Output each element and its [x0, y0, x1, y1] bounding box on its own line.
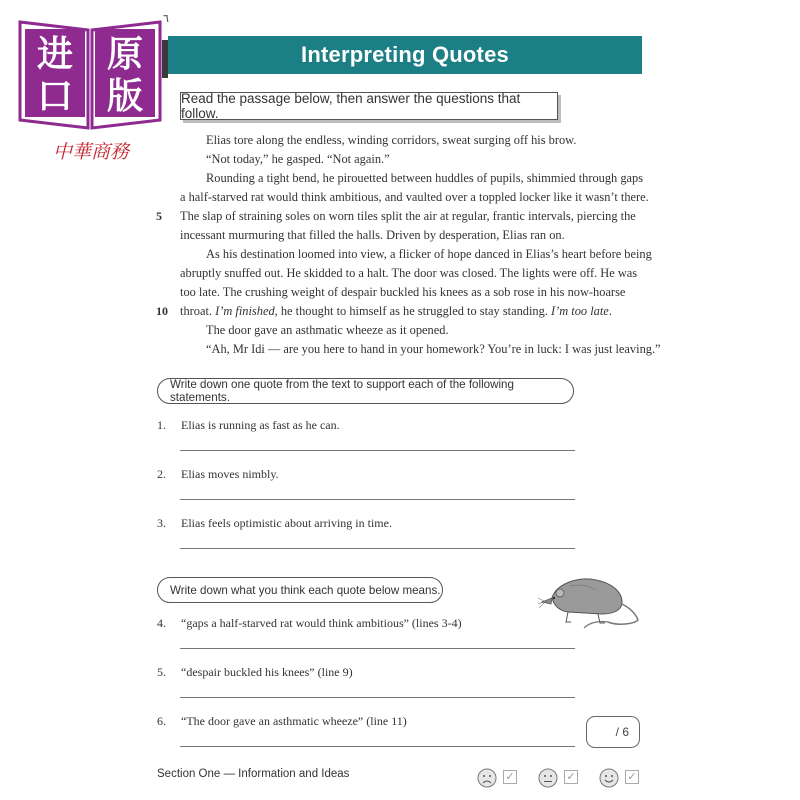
question-number: 2. [157, 467, 166, 481]
passage-line [156, 169, 646, 188]
passage-line [156, 245, 652, 264]
passage-line [156, 207, 646, 226]
question-text: “despair buckled his knees” (line 9) [181, 665, 353, 679]
passage-text: Rounding a tight bend, he pirouetted between huddles of pupils, shimmied through gaps [206, 171, 644, 185]
passage-text: “Not today,” he gasped. “Not again.” [206, 152, 390, 166]
passage-line [156, 264, 646, 283]
question-number: 5. [157, 665, 166, 679]
answer-line[interactable] [180, 648, 575, 649]
passage-text: As his destination loomed into view, a flicker of hope danced in Elias’s heart before being [206, 247, 652, 261]
passage [156, 131, 661, 359]
question-text: Elias feels optimistic about arriving in time. [181, 516, 392, 530]
question-text: “gaps a half-starved rat would think ambitious” (lines 3-4) [181, 616, 462, 630]
logo-char-3: 口 [36, 75, 74, 116]
passage-text: a half-starved rat would think ambitious, and vaulted over a toppled locker like it wasn’t there. [180, 190, 649, 204]
happy-face-icon [599, 768, 619, 788]
passage-text: he thought to himself as he struggled to stay standing. [277, 304, 551, 318]
assessment-checkbox-3[interactable]: ✓ [625, 770, 639, 784]
publisher-subtitle [46, 136, 136, 166]
sad-face-icon [477, 768, 497, 788]
passage-text: abruptly snuffed out. He skidded to a halt. The door was closed. The lights were off. He was [180, 266, 638, 280]
question-number: 1. [157, 418, 166, 432]
corner-mark: ٦ [163, 13, 169, 25]
assessment-checkbox-1[interactable]: ✓ [503, 770, 517, 784]
passage-instructions: Read the passage below, then answer the questions that follow. [180, 92, 558, 120]
svg-text:中華商務: 中華商務 [52, 141, 130, 163]
passage-line [156, 340, 661, 359]
answer-line[interactable] [180, 450, 575, 451]
logo-char-1: 进 [36, 33, 74, 74]
passage-text: incessant murmuring that filled the halls. Driven by desperation, Elias ran on. [180, 228, 565, 242]
section2-instruction: Write down what you think each quote below means. [157, 577, 443, 603]
line-number: 5 [156, 209, 162, 223]
passage-text: throat. [180, 304, 216, 318]
question-number: 3. [157, 516, 166, 530]
logo-char-4: 版 [106, 75, 144, 116]
passage-text: “Ah, Mr Idi — are you here to hand in your homework? You’re in luck: I was just leaving.” [206, 342, 661, 356]
publisher-logo [16, 16, 164, 134]
line-number: 10 [156, 304, 168, 318]
page-title: Interpreting Quotes [168, 36, 642, 74]
passage-line [156, 188, 649, 207]
italic-thought: I’m finished, [215, 304, 278, 318]
score-box: / 6 [586, 716, 640, 748]
passage-text: too late. The crushing weight of despair buckled his knees as a sob rose in his now-hoarse [180, 285, 626, 299]
question-text: Elias moves nimbly. [181, 467, 279, 481]
section-footer: Section One — Information and Ideas [157, 768, 350, 780]
logo-char-2: 原 [106, 33, 144, 74]
passage-line [156, 283, 646, 302]
rat-illustration [538, 568, 640, 630]
passage-line [156, 131, 646, 150]
answer-line[interactable] [180, 746, 575, 747]
answer-line[interactable] [180, 697, 575, 698]
passage-text: The slap of straining soles on worn tiles split the air at regular, frantic intervals, piercing the [180, 209, 636, 223]
answer-line[interactable] [180, 548, 575, 549]
answer-line[interactable] [180, 499, 575, 500]
passage-line [156, 302, 646, 321]
question-text: “The door gave an asthmatic wheeze” (line 11) [181, 714, 407, 728]
question-text: Elias is running as fast as he can. [181, 418, 340, 432]
question-number: 6. [157, 714, 166, 728]
section1-instruction: Write down one quote from the text to support each of the following statements. [157, 378, 574, 404]
neutral-face-icon [538, 768, 558, 788]
passage-text: The door gave an asthmatic wheeze as it opened. [206, 323, 449, 337]
passage-line [156, 150, 646, 169]
italic-thought: I’m too late [551, 304, 609, 318]
passage-line [156, 226, 646, 245]
passage-text: Elias tore along the endless, winding corridors, sweat surging off his brow. [206, 133, 577, 147]
passage-line [156, 321, 646, 340]
question-number: 4. [157, 616, 166, 630]
passage-text: . [608, 304, 612, 318]
assessment-checkbox-2[interactable]: ✓ [564, 770, 578, 784]
